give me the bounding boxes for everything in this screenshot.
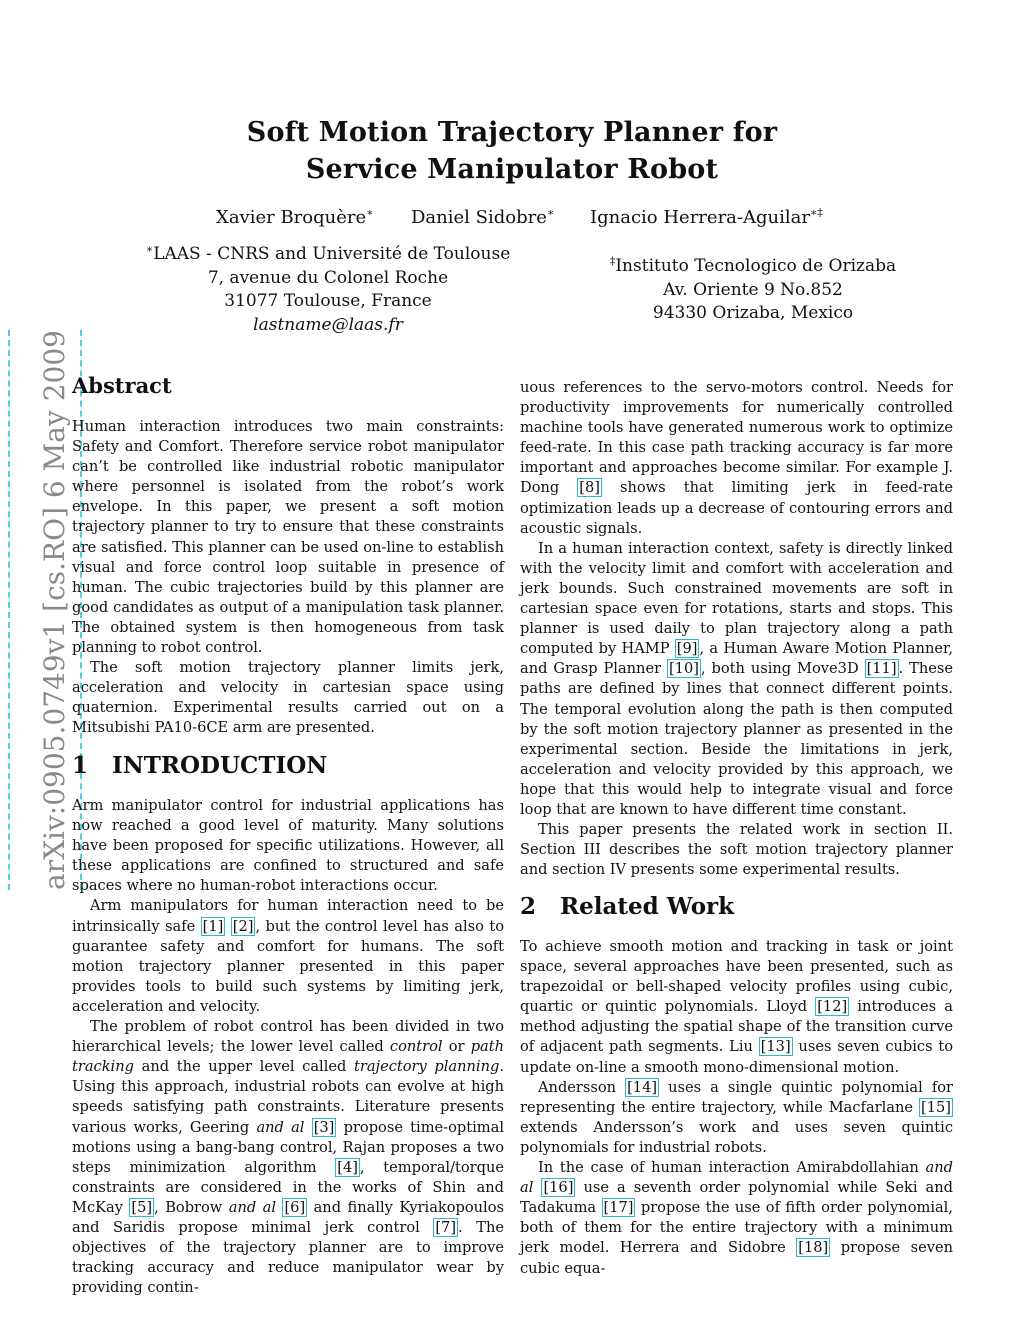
author-email: lastname@laas.fr (253, 314, 403, 335)
section-2-heading: 2 Related Work (520, 893, 735, 920)
citation-link[interactable]: [13] (760, 1038, 791, 1056)
citation-link[interactable]: [17] (603, 1199, 634, 1217)
affiliation-laas: ∗LAAS - CNRS and Université de Toulouse 7, avenue du Colonel Roche 31077 Toulouse, France lastname@laas.fr (138, 243, 518, 337)
related-paragraph: In the case of human interaction Amirabdollahian and al [16] use a seventh order polynomial while Seki and Tadakuma [17] propose the use of fifth order polynomial, both of them for the entire trajectory with a minimum jerk model. Herrera and Sidobre [18] propose seven cubic equa- (520, 1159, 953, 1277)
abstract-paragraph: The soft motion trajectory planner limits jerk, acceleration and velocity in cartesian space using quaternion. Experimental results carried out on a Mitsubishi PA10-6CE arm are presented. (72, 659, 504, 737)
related-paragraph: To achieve smooth motion and tracking in task or joint space, several approaches have been presented, such as trapezoidal or bell-shaped velocity profiles using cubic, quartic or quintic polynomials. Lloyd [12] introduces a method adjusting the spatial shape of the transition curve of adjacent path segments. Liu [13] uses seven cubics to update on-line a smooth mono-dimensional motion. (520, 938, 954, 1076)
intro-right-body (520, 378, 953, 880)
citation-link[interactable]: [2] (232, 917, 254, 935)
abstract-paragraph: Human interaction introduces two main constraints: Safety and Comfort. Therefore service robot manipulator can’t be controlled like industrial robotic manipulator where personnel is isolated from the robot’s work envelope. In this paper, we present a soft motion trajectory planner to try to ensure that these constraints are satisfied. This planner can be used on-line to establish visual and force control loop suitable in presence of human. The cubic trajectories build by this planner are good candidates as output of a manipulation task planner. The obtained system is then homogeneous from task planning to robot control. (72, 418, 504, 657)
citation-link[interactable]: [7] (435, 1218, 457, 1236)
intro-left-body (72, 796, 504, 1298)
intro-paragraph: Arm manipulators for human interaction need to be intrinsically safe [1] [2] , but the control level has also to guarantee safety and comfort for humans. The soft motion trajectory planner presented in this paper provides tools to build such systems by limiting jerk, acceleration and velocity. (72, 897, 505, 1015)
author-1: Xavier Broquère∗ (216, 206, 374, 228)
arxiv-stamp (8, 330, 82, 890)
citation-link[interactable]: [14] (627, 1078, 658, 1096)
citation-link[interactable]: [1] (202, 917, 224, 935)
citation-link[interactable]: [6] (284, 1198, 306, 1216)
intro-paragraph: Arm manipulator control for industrial applications has now reached a good level of maturity. Many solutions have been proposed for specific utilizations. However, all these applications are confined to structured and safe spaces where no human-robot interactions occur. (72, 797, 504, 895)
intro-paragraph: The problem of robot control has been divided in two hierarchical levels; the lower level called control or path tracking and the upper level called trajectory planning. Using this approach, industrial robots can evolve at high speeds satisfying path constraints. Literature presents various works, Geering and al [3] propose time-optimal motions using a bang-bang control, Rajan proposes a two steps minimization algorithm [4] , temporal/torque constraints are considered in the works of Shin and McKay [5] , Bobrow and al [6] and finally Kyriakopoulos and Saridis propose minimal jerk control [7] . The objectives of the trajectory planner are to improve tracking accuracy and reduce manipulator wear by providing contin- (72, 1018, 505, 1297)
citation-link[interactable]: [15] (921, 1098, 951, 1116)
intro-paragraph: In a human interaction context, safety is directly linked with the velocity limit and comfort with acceleration and jerk bounds. Such constrained movements are soft in cartesian space even for rotations, starts and stops. This planner is used daily to plan trajectory along a path computed by HAMP [9] , a Human Aware Motion Planner, and Grasp Planner [10] , both using Move3D [11] . These paths are defined by lines that connect different points. The temporal evolution along the path is then computed by the soft motion trajectory planner as presented in the experimental section. Beside the limitations in jerk, acceleration and velocity provided by this approach, we hope that this would help to integrate visual and force loop that are known to have different time constant. (520, 539, 954, 818)
paper-title (0, 114, 1024, 188)
arxiv-id: arXiv:0905.0749v1 [cs.RO] 6 May 2009 (38, 330, 71, 890)
section-1-heading: 1 INTRODUCTION (72, 752, 328, 779)
author-2: Daniel Sidobre∗ (411, 206, 555, 228)
citation-link[interactable]: [10] (668, 660, 699, 678)
affiliation-orizaba: ‡Instituto Tecnologico de Orizaba Av. Oriente 9 No.852 94330 Orizaba, Mexico (609, 254, 897, 323)
intro-paragraph: uous references to the servo-motors control. Needs for productivity improvements for numerically controlled machine tools have generated numerous work to optimize feed-rate. In this case path tracking accuracy is far more important and approaches become similar. For example J. Dong [8] shows that limiting jerk in feed-rate optimization leads up a decrease of contouring errors and acoustic signals. (520, 379, 953, 537)
title-line-2: Service Manipulator Robot (305, 154, 719, 185)
citation-link[interactable]: [8] (579, 479, 600, 497)
abstract-heading: Abstract (72, 373, 172, 398)
related-paragraph: Andersson [14] uses a single quintic polynomial for representing the entire trajectory, while Macfarlane [15] extends Andersson’s work and uses seven quintic polynomials for industrial robots. (520, 1078, 954, 1156)
related-work-body (520, 937, 953, 1279)
citation-link[interactable]: [3] (313, 1118, 335, 1136)
citation-link[interactable]: [12] (817, 998, 848, 1016)
citation-link[interactable]: [9] (676, 640, 698, 658)
author-3: Ignacio Herrera-Aguilar∗‡ (590, 206, 823, 228)
citation-link[interactable]: [11] (866, 660, 897, 678)
citation-link[interactable]: [4] (337, 1158, 358, 1176)
citation-link[interactable]: [18] (798, 1239, 829, 1257)
citation-link[interactable]: [5] (131, 1198, 153, 1216)
intro-paragraph: This paper presents the related work in section II. Section III describes the soft motion trajectory planner and section IV presents some experimental results. (520, 821, 953, 879)
citation-link[interactable]: [16] (543, 1179, 574, 1197)
abstract-body (72, 417, 504, 739)
title-line-1: Soft Motion Trajectory Planner for (246, 117, 778, 148)
